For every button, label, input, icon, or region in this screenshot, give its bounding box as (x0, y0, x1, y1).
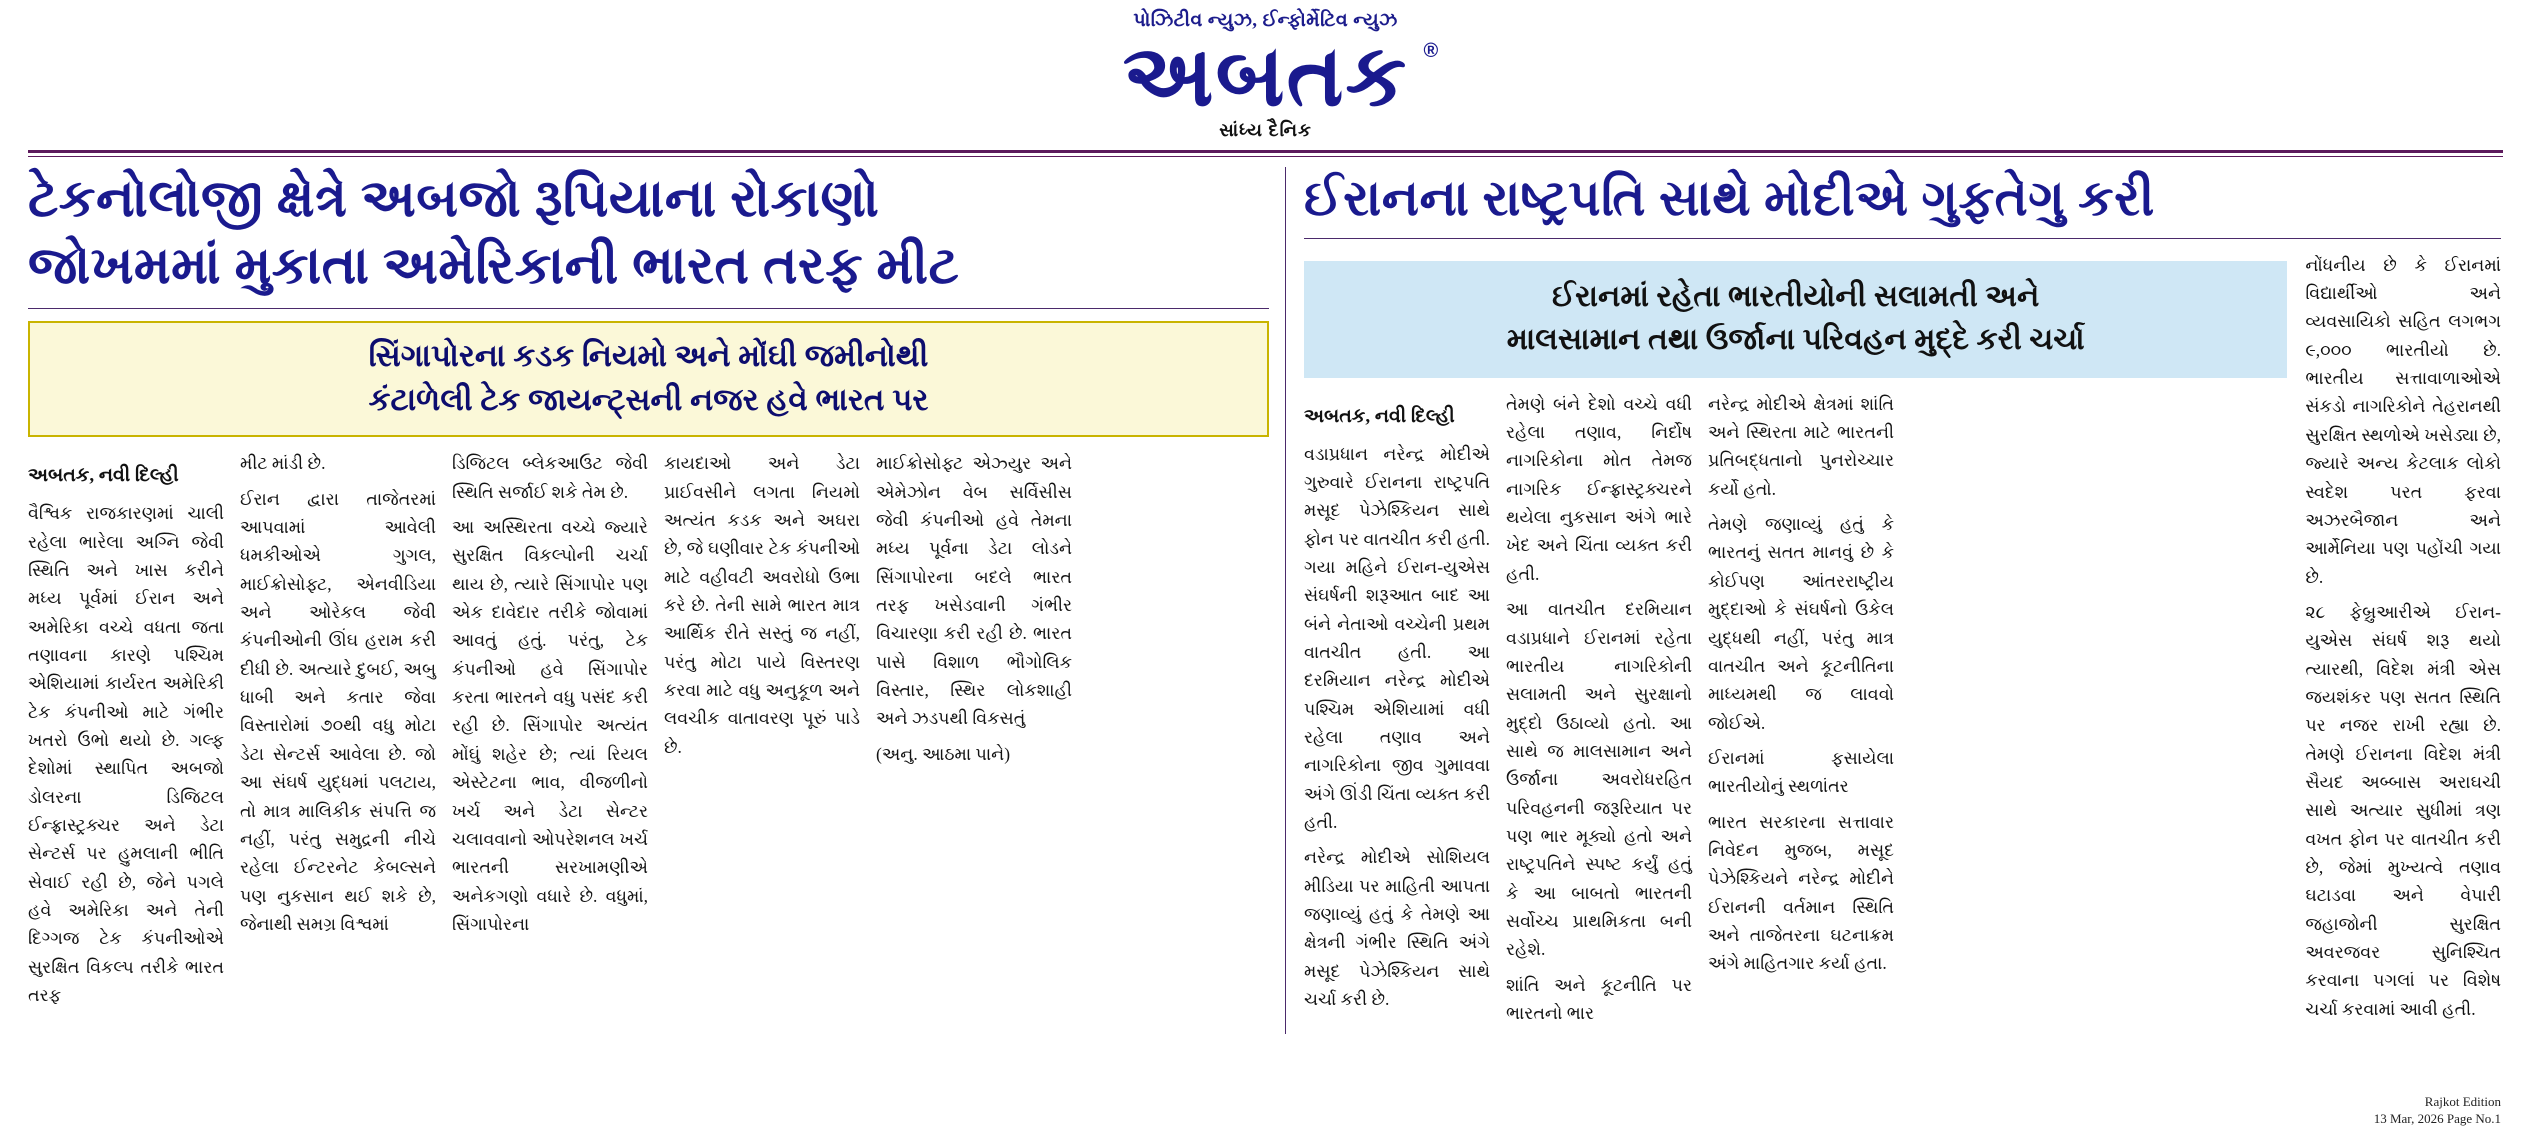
right-column-4 (2305, 251, 2501, 1035)
left-column-4 (664, 449, 860, 1016)
left-subhead-box (28, 321, 1269, 437)
left-headline-line1: ટેકનોલોજી ક્ષેત્રે અબજો રૂપિયાના રોકાણો (28, 171, 880, 229)
paragraph: કાયદાઓ અને ડેટા પ્રાઈવસીને લગતા નિયમો અત્યંત કડક અને અઘરા છે, જે ઘણીવાર ટેક કંપનીઓ માટે વહીવટી અવરોધો ઉભા કરે છે. તેની સામે ભારત માત્ર આર્થિક રીતે સસ્તું જ નહીં, પરંતુ મોટા પાયે વિસ્તરણ કરવા માટે વધુ અનુકૂળ અને લવચીક વાતાવરણ પૂરું પાડે છે. (664, 453, 860, 757)
left-story-columns (28, 449, 1269, 1016)
right-subhead-line2: માલસામાન તથા ઉર્જાના પરિવહન મુદ્દે કરી ચર્ચા (1506, 323, 2085, 357)
paragraph: નોંધનીય છે કે ઈરાનમાં વિદ્યાર્થીઓ અને વ્યવસાયિકો સહિત લગભગ ૯,૦૦૦ ભારતીયો છે. ભારતીય સત્તાવાળાઓએ સંકડો નાગરિકોને તેહરાનથી સુરક્ષિત સ્થળોએ ખસેડ્યા છે, જ્યારે અન્ય કેટલાક લોકો સ્વદેશ પરત ફરવા અઝરબૈજાન અને આર્મેનિયા પણ પહોંચી ગયા છે. (2305, 254, 2501, 587)
right-headline-divider (1304, 238, 2501, 239)
paragraph: શાંતિ અને કૂટનીતિ પર ભારતનો ભાર (1506, 974, 1692, 1023)
left-headline-line2: જોખમમાં મુકાતા અમેરિકાની ભારત તરફ મીટ (28, 237, 960, 295)
left-story (28, 167, 1286, 1034)
right-top-row (1304, 251, 2501, 1035)
paragraph: નરેન્દ્ર મોદીએ સોશિયલ મીડિયા પર માહિતી આપતા જણાવ્યું હતું કે તેમણે આ ક્ષેત્રની ગંભીર સ્થિતિ અંગે મસૂદ પેઝેશ્કિયન સાથે ચર્ચા કરી છે. (1304, 847, 1490, 1010)
edition-name: Rajkot Edition (2424, 1093, 2501, 1109)
paragraph: તેમણે જણાવ્યું હતું કે ભારતનું સતત માનવું છે કે કોઈપણ આંતરરાષ્ટ્રીય મુદ્દાઓ કે સંઘર્ષનો ઉકેલ યુદ્ધથી નહીં, પરંતુ માત્ર વાતચીત અને કૂટનીતિના માધ્યમથી જ લાવવો જોઈએ. (1708, 514, 1894, 733)
paragraph: આ વાતચીત દરમિયાન વડાપ્રધાને ઈરાનમાં રહેતા ભારતીય નાગરિકોની સલામતી અને સુરક્ષાનો મુદ્દો ઉઠાવ્યો હતો. આ સાથે જ માલસામાન અને ઉર્જાના અવરોધરહિત પરિવહનની જરૂરિયાત પર પણ ભાર મૂક્યો હતો અને રાષ્ટ્રપતિને સ્પષ્ટ કર્યું હતું કે આ બાબતો ભારતની સર્વોચ્ચ પ્રાથમિકતા બની રહેશે. (1506, 599, 1692, 960)
left-subhead-line1: સિંગાપોરના કડક નિયમો અને મોંઘી જમીનોથી (368, 338, 929, 374)
paragraph: ડિજિટલ બ્લેકઆઉટ જેવી સ્થિતિ સર્જાઈ શકે તેમ છે. (452, 453, 648, 502)
left-column-3 (452, 449, 648, 1016)
left-column-1 (28, 449, 224, 1016)
jump-note: (અનુ. આઠમા પાને) (876, 743, 1011, 764)
masthead (28, 0, 2503, 141)
right-byline: અબતક, નવી દિલ્હી (1304, 405, 1455, 427)
masthead-divider (28, 150, 2503, 157)
paragraph: ૨૮ ફેબ્રુઆરીએ ઈરાન-યુએસ સંઘર્ષ શરૂ થયો ત્યારથી, વિદેશ મંત્રી એસ જયશંકર પણ સતત સ્થિતિ પર નજર રાખી રહ્યા છે. તેમણે ઈરાનના વિદેશ મંત્રી સૈયદ અબ્બાસ અરાઘચી સાથે અત્યાર સુધીમાં ત્રણ વખત ફોન પર વાતચીત કરી છે, જેમાં મુખ્યત્વે તણાવ ઘટાડવા અને વેપારી જહાજોની સુરક્ષિત અવરજવર સુનિશ્ચિત કરવાના પગલાં પર વિશેષ ચર્ચા કરવામાં આવી હતી. (2305, 601, 2501, 1019)
paragraph: આ અસ્થિરતા વચ્ચે જ્યારે સુરક્ષિત વિકલ્પોની ચર્ચા થાય છે, ત્યારે સિંગાપોર પણ એક દાવેદાર તરીકે જોવામાં આવતું હતું. પરંતુ, ટેક કંપનીઓ હવે સિંગાપોર કરતા ભારતને વધુ પસંદ કરી રહી છે. સિંગાપોર અત્યંત મોંઘું શહેર છે; ત્યાં રિયલ એસ્ટેટના ભાવ, વીજળીનો ખર્ચ અને ડેટા સેન્ટર ચલાવવાનો ઓપરેશનલ ખર્ચ ભારતની સરખામણીએ અનેકગણો વધારે છે. વધુમાં, સિંગાપોરના (452, 517, 648, 934)
paragraph: માઈક્રોસોફ્ટ એઝ્યુર અને એમેઝોન વેબ સર્વિસીસ જેવી કંપનીઓ હવે તેમના મધ્ય પૂર્વના ડેટા લોડને સિંગાપોરના બદલે ભારત તરફ ખસેડવાની ગંભીર વિચારણા કરી રહી છે. ભારત પાસે વિશાળ ભૌગોલિક વિસ્તાર, સ્થિર લોકશાહી અને ઝડપથી વિકસતું (876, 453, 1072, 729)
edition-date-page: 13 Mar, 2026 Page No.1 (2373, 1111, 2501, 1127)
left-column-5 (876, 449, 1072, 1016)
left-column-2 (240, 449, 436, 1016)
right-headline: ઈરાનના રાષ્ટ્રપતિ સાથે મોદીએ ગુફતેગુ કરી (1304, 170, 2155, 227)
paragraph: ઈરાનમાં ફસાયેલા ભારતીયોનું સ્થળાંતર (1708, 747, 1894, 797)
masthead-subtitle: સાંધ્ય દૈનિક (1219, 120, 1312, 141)
paragraph: વડાપ્રધાન નરેન્દ્ર મોદીએ ગુરુવારે ઈરાનના રાષ્ટ્રપતિ મસૂદ પેઝેશ્કિયન સાથે ફોન પર વાતચીત કરી હતી. ગયા મહિને ઈરાન-યુએસ સંઘર્ષની શરૂઆત બાદ આ બંને નેતાઓ વચ્ચેની પ્રથમ વાતચીત હતી. આ દરમિયાન નરેન્દ્ર મોદીએ પશ્ચિમ એશિયામાં વધી રહેલા તણાવ અને નાગરિકોના જીવ ગુમાવવા અંગે ઊંડી ચિંતા વ્યક્ત કરી હતી. (1304, 443, 1490, 832)
right-column-2 (1506, 390, 1692, 1035)
paragraph: તેમણે બંને દેશો વચ્ચે વધી રહેલા તણાવ, નિર્દોષ નાગરિકોના મોત તેમજ નાગરિક ઈન્ફ્રાસ્ટ્રક્ચરને થયેલા નુકસાન અંગે ભારે ખેદ અને ચિંતા વ્યક્ત કરી હતી. (1506, 393, 1692, 584)
masthead-logo: અબતક (1122, 28, 1409, 124)
left-byline: અબતક, નવી દિલ્હી (28, 465, 179, 487)
right-column-1 (1304, 390, 1490, 1035)
paragraph: વૈશ્વિક રાજકારણમાં ચાલી રહેલા ભારેલા અગ્નિ જેવી સ્થિતિ અને ખાસ કરીને મધ્ય પૂર્વમાં ઈરાન અને અમેરિકા વચ્ચે વધતા જતા તણાવના કારણે પશ્ચિમ એશિયામાં કાર્યરત અમેરિકી ટેક કંપનીઓ માટે ગંભીર ખતરો ઉભો થયો છે. ગલ્ફ દેશોમાં સ્થાપિત અબજો ડોલરના ડિજિટલ ઈન્ફ્રાસ્ટ્રક્ચર અને ડેટા સેન્ટર્સ પર હુમલાની ભીતિ સેવાઈ રહી છે, જેને પગલે હવે અમેરિકા અને તેની દિગ્ગજ ટેક કંપનીઓએ સુરક્ષિત વિકલ્પ તરીકે ભારત તરફ (28, 503, 224, 1005)
right-story-columns (1304, 390, 2287, 1035)
paragraph: મીટ માંડી છે. (240, 453, 326, 474)
left-subhead-line2: કંટાળેલી ટેક જાયન્ટ્સની નજર હવે ભારત પર (368, 382, 929, 418)
masthead-logo-wrap (1122, 28, 1439, 124)
masthead-kicker: પોઝિટીવ ન્યુઝ, ઈન્ફોર્મેટિવ ન્યુઝ (1133, 10, 1398, 31)
edition-info (2374, 1093, 2501, 1128)
stories-container (28, 167, 2503, 1034)
right-column-3 (1708, 390, 1894, 1035)
paragraph: નરેન્દ્ર મોદીએ ક્ષેત્રમાં શાંતિ અને સ્થિરતા માટે ભારતની પ્રતિબદ્ધતાનો પુનરોચ્ચાર કર્યો હતો. (1708, 393, 1894, 499)
paragraph: ઈરાન દ્વારા તાજેતરમાં આપવામાં આવેલી ધમકીઓએ ગુગલ, માઈક્રોસોફ્ટ, એનવીડિયા અને ઓરેકલ જેવી કંપનીઓની ઊંઘ હરામ કરી દીધી છે. અત્યારે દુબઈ, અબુ ધાબી અને કતાર જેવા વિસ્તારોમાં ૭૦થી વધુ મોટા ડેટા સેન્ટર્સ આવેલા છે. જો આ સંઘર્ષ યુદ્ધમાં પલટાય, તો માત્ર માલિકીક સંપત્તિ જ નહીં, પરંતુ સમુદ્રની નીચે રહેલા ઈન્ટરનેટ કેબલ્સને પણ નુકસાન થઈ શકે છે, જેનાથી સમગ્ર વિશ્વમાં (240, 488, 436, 934)
right-subhead-line1: ઈરાનમાં રહેતા ભારતીયોની સલામતી અને (1552, 279, 2040, 313)
registered-mark-icon: ® (1423, 40, 1439, 62)
left-headline-divider (28, 308, 1269, 309)
right-story (1286, 167, 2501, 1034)
right-subhead-box (1304, 261, 2287, 378)
paragraph: ભારત સરકારના સત્તાવાર નિવેદન મુજબ, મસૂદ પેઝેશ્કિયને નરેન્દ્ર મોદીને ઈરાનની વર્તમાન સ્થિતિ અને તાજેતરના ઘટનાક્રમ અંગે માહિતગાર કર્યા હતા. (1708, 811, 1894, 974)
right-subhead-area (1304, 251, 2287, 1035)
